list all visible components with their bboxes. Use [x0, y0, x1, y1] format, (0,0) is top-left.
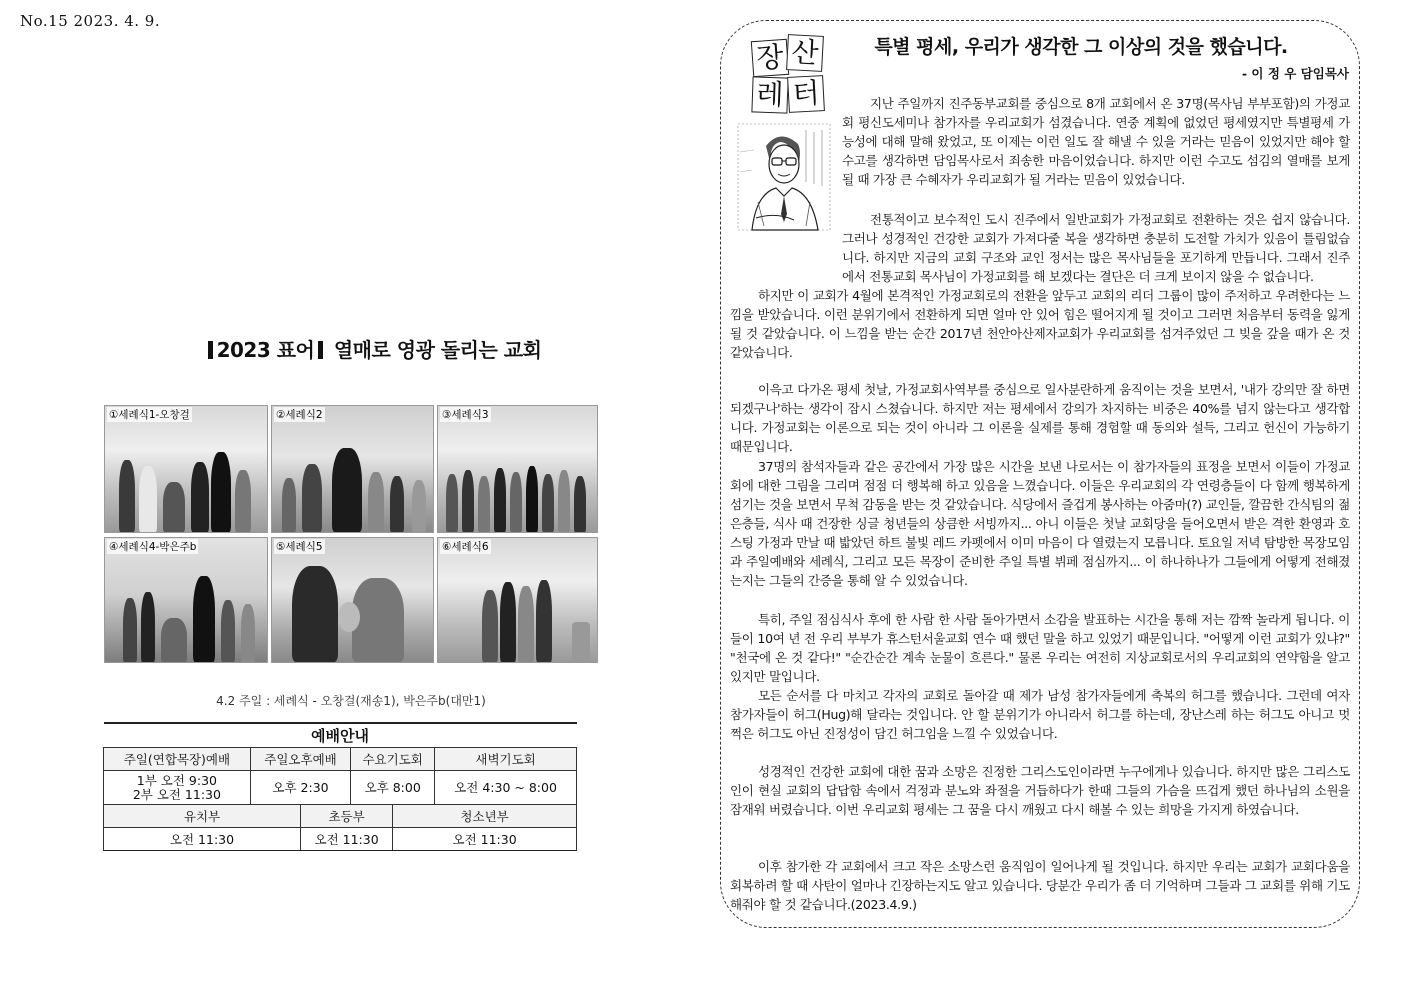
baptism-photo-3 — [437, 405, 598, 533]
baptism-photo-grid — [104, 405, 598, 663]
time-wednesday: 오후 8:00 — [351, 771, 435, 805]
letter-paragraph-1: 지난 주일까지 진주동부교회를 중심으로 8개 교회에서 온 37명(목사님 부부포함)의 가정교회 평신도세미나 참가자를 우리교회가 섬겼습니다. 연중 계획에 없었던 평세였지만 특별평세 가능성에 대해 말해 왔었고, 또 이제는 이런 일도 잘 해낼 수 있을 거라는 믿음이 있었지만 해야 할 수고를 생각하면 담임목사로서 죄송한 마음이었습니다. 하지만 이런 수고도 섬김의 열매를 보게 될 때 가장 큰 수혜자가 우리교회가 될 거라는 믿음이 있었습니다. — [842, 96, 1350, 187]
header-elementary: 초등부 — [301, 805, 393, 828]
letter-paragraph-3: 하지만 이 교회가 4월에 본격적인 가정교회로의 전환을 앞두고 교회의 리더 그룹이 많이 주저하고 우려한다는 느낌을 받았습니다. 이런 분위기에서 전환하게 되면 얼마 안 있어 힘은 떨어지게 될 것이고 그러면 처음부터 동력을 잃게 될 것 같았습니다. 이 느낌을 받는 순간 2017년 천안아산제자교회가 우리교회를 섬겨주었던 그 빚을 갚을 때가 온 것 같았습니다. — [730, 288, 1350, 360]
letter-title: 특별 평세, 우리가 생각한 그 이상의 것을 했습니다. — [874, 36, 1288, 58]
baptism-photo-6 — [437, 537, 598, 663]
header-dawn: 새벽기도회 — [435, 748, 577, 771]
motto-bar-left — [208, 341, 213, 359]
motto-year: 2023 표어 — [216, 338, 315, 362]
pastor-portrait-sketch — [736, 122, 832, 232]
issue-number: No.15 2023. 4. 9. — [20, 12, 161, 30]
header-kindergarten: 유치부 — [104, 805, 301, 828]
church-motto — [0, 334, 745, 363]
header-sunday-main: 주일(연합목장)예배 — [104, 748, 251, 771]
photo-caption-6: ⑥세례식6 — [442, 541, 489, 553]
letter-tag-char-3: 레 — [751, 76, 788, 113]
letter-paragraph-2: 전통적이고 보수적인 도시 진주에서 일반교회가 가정교회로 전환하는 것은 쉽지 않습니다. 그러나 성경적인 건강한 교회가 가져다줄 복을 생각하면 충분히 도전할 가치가 있음이 틀림없습니다. 하지만 지금의 교회 구조와 교인 정서는 많은 목사님들을 포기하게 만듭니다. 그래서 진주에서 전통교회 목사님이 가정교회를 해 보겠다는 결단은 더 크게 보이지 않을 수 없습니다. — [842, 212, 1350, 284]
baptism-photo-5 — [271, 537, 434, 663]
header-youth: 청소년부 — [393, 805, 577, 828]
baptism-caption: 4.2 주일 : 세례식 - 오창걸(재송1), 박은주b(대만1) — [216, 694, 486, 708]
header-sunday-afternoon: 주일오후예배 — [250, 748, 350, 771]
letter-paragraph-8: 성경적인 건강한 교회에 대한 꿈과 소망은 진정한 그리스도인이라면 누구에게나 있습니다. 하지만 많은 그리스도인이 현실 교회의 답답함 속에서 걱정과 분노와 좌절을 거듭하다가 한때 그들의 가슴을 뜨겁게 했던 하나님의 소원을 잠재워 버렸습니다. 이번 우리교회 평세는 그 꿈을 다시 깨웠고 다시 해볼 수 있는 희망을 가지게 하였습니다. — [730, 764, 1350, 817]
letter-paragraph-5: 37명의 참석자들과 같은 공간에서 가장 많은 시간을 보낸 나로서는 이 참가자들의 표정을 보면서 이들이 가정교회에 대한 그림을 그리며 점점 더 행복해 하고 있음을 느꼈습니다. 이들은 우리교회의 각 연령층들이 다 함께 행복하게 섬기는 것을 보면서 무척 감동을 받는 것 같았습니다. 식당에서 즐겁게 봉사하는 아줌마(?) 교인들, 깔끔한 간식팀의 젊은층들, 식사 때 건장한 싱글 청년들의 상큼한 서빙까지... 아니 이들은 첫날 교회당을 들어오면서 받은 격한 환영과 호스팅 가정과 만날 때 밟았던 하트 불빛 레드 카펫에서 이미 마음이 다 열렸는지 모릅니다. 토요일 저녁 탐방한 목장모임과 주일예배와 세례식, 그리고 모든 목장이 준비한 주일 특별 뷔페 점심까지... 이 하나하나가 그들에게 어떻게 전해졌는지는 그들의 간증을 통해 알 수 있었습니다. — [730, 459, 1350, 588]
time-elementary: 오전 11:30 — [301, 828, 393, 851]
baptism-photo-1 — [104, 405, 268, 533]
time-dawn: 오전 4:30 ~ 8:00 — [435, 771, 577, 805]
motto-bar-right — [318, 341, 323, 359]
baptism-photo-4 — [104, 537, 268, 663]
letter-tag-char-1: 장 — [751, 39, 789, 77]
photo-caption-1: ①세례식1-오창걸 — [109, 409, 190, 421]
letter-paragraph-6: 특히, 주일 점심식사 후에 한 사람 한 사람 돌아가면서 소감을 발표하는 시간을 통해 저는 깜짝 놀라게 됩니다. 이들이 10여 년 전 우리 부부가 휴스턴서울교회 연수 때 했던 말을 하고 있었기 때문입니다. "어떻게 이런 교회가 있냐?" "천국에 온 것 같다!" "순간순간 계속 눈물이 흐른다." 물론 우리는 여전히 지상교회로서의 우리교회의 연약함을 알고 있지만 말입니다. — [730, 612, 1350, 684]
baptism-photo-2 — [271, 405, 434, 533]
photo-caption-4: ④세례식4-박은주b — [109, 541, 197, 553]
letter-author: - 이 정 우 담임목사 — [1241, 66, 1349, 81]
time-sunday-second: 2부 오전 11:30 — [132, 786, 221, 802]
letter-paragraph-4: 이윽고 다가온 평세 첫날, 가정교회사역부를 중심으로 일사분란하게 움직이는 것을 보면서, '내가 강의만 잘 하면 되겠구나'하는 생각이 잠시 스쳤습니다. 하지만 저는 평세에서 강의가 차지하는 비중은 40%를 넘지 않는다고 생각합니다. 가정교회는 이론으로 되는 것이 아니라 그 이론을 실제를 통해 경험할 때 동의와 설득, 그리고 헌신이 가능하기 때문입니다. — [730, 382, 1350, 454]
time-sunday-first: 1부 오전 9:30 — [136, 772, 217, 788]
worship-schedule-title: 예배안내 — [104, 723, 577, 748]
header-wednesday: 수요기도회 — [351, 748, 435, 771]
time-youth: 오전 11:30 — [393, 828, 577, 851]
letter-paragraph-7: 모든 순서를 다 마치고 각자의 교회로 돌아갈 때 제가 남성 참가자들에게 축복의 허그를 했습니다. 그런데 여자 참가자들이 허그(Hug)해 달라는 것입니다. 안 할 분위기가 아니라서 허그를 하는데, 장난스레 하는 허그도 아니고 멋쩍은 허그도 아닌 진정성이 담긴 허그임을 느낄 수 있었습니다. — [730, 688, 1350, 741]
worship-schedule-table — [103, 722, 577, 851]
time-sunday-main — [104, 771, 251, 805]
photo-caption-2: ②세례식2 — [276, 409, 323, 421]
letter-tag-char-2: 산 — [786, 34, 824, 72]
time-kindergarten: 오전 11:30 — [104, 828, 301, 851]
time-sunday-afternoon: 오후 2:30 — [250, 771, 350, 805]
photo-caption-3: ③세례식3 — [442, 409, 489, 421]
letter-paragraph-9: 이후 참가한 각 교회에서 크고 작은 소망스런 움직임이 일어나게 될 것입니다. 하지만 우리는 교회가 교회다움을 회복하려 할 때 사탄이 얼마나 긴장하는지도 알고 있습니다. 당분간 우리가 좀 더 기억하며 그들과 그 교회를 위해 기도해줘야 할 것 같습니다.(2023.4.9.) — [730, 859, 1350, 912]
letter-tag-char-4: 터 — [787, 75, 825, 113]
motto-text: 열매로 영광 돌리는 교회 — [333, 338, 542, 362]
photo-caption-5: ⑤세례식5 — [276, 541, 323, 553]
